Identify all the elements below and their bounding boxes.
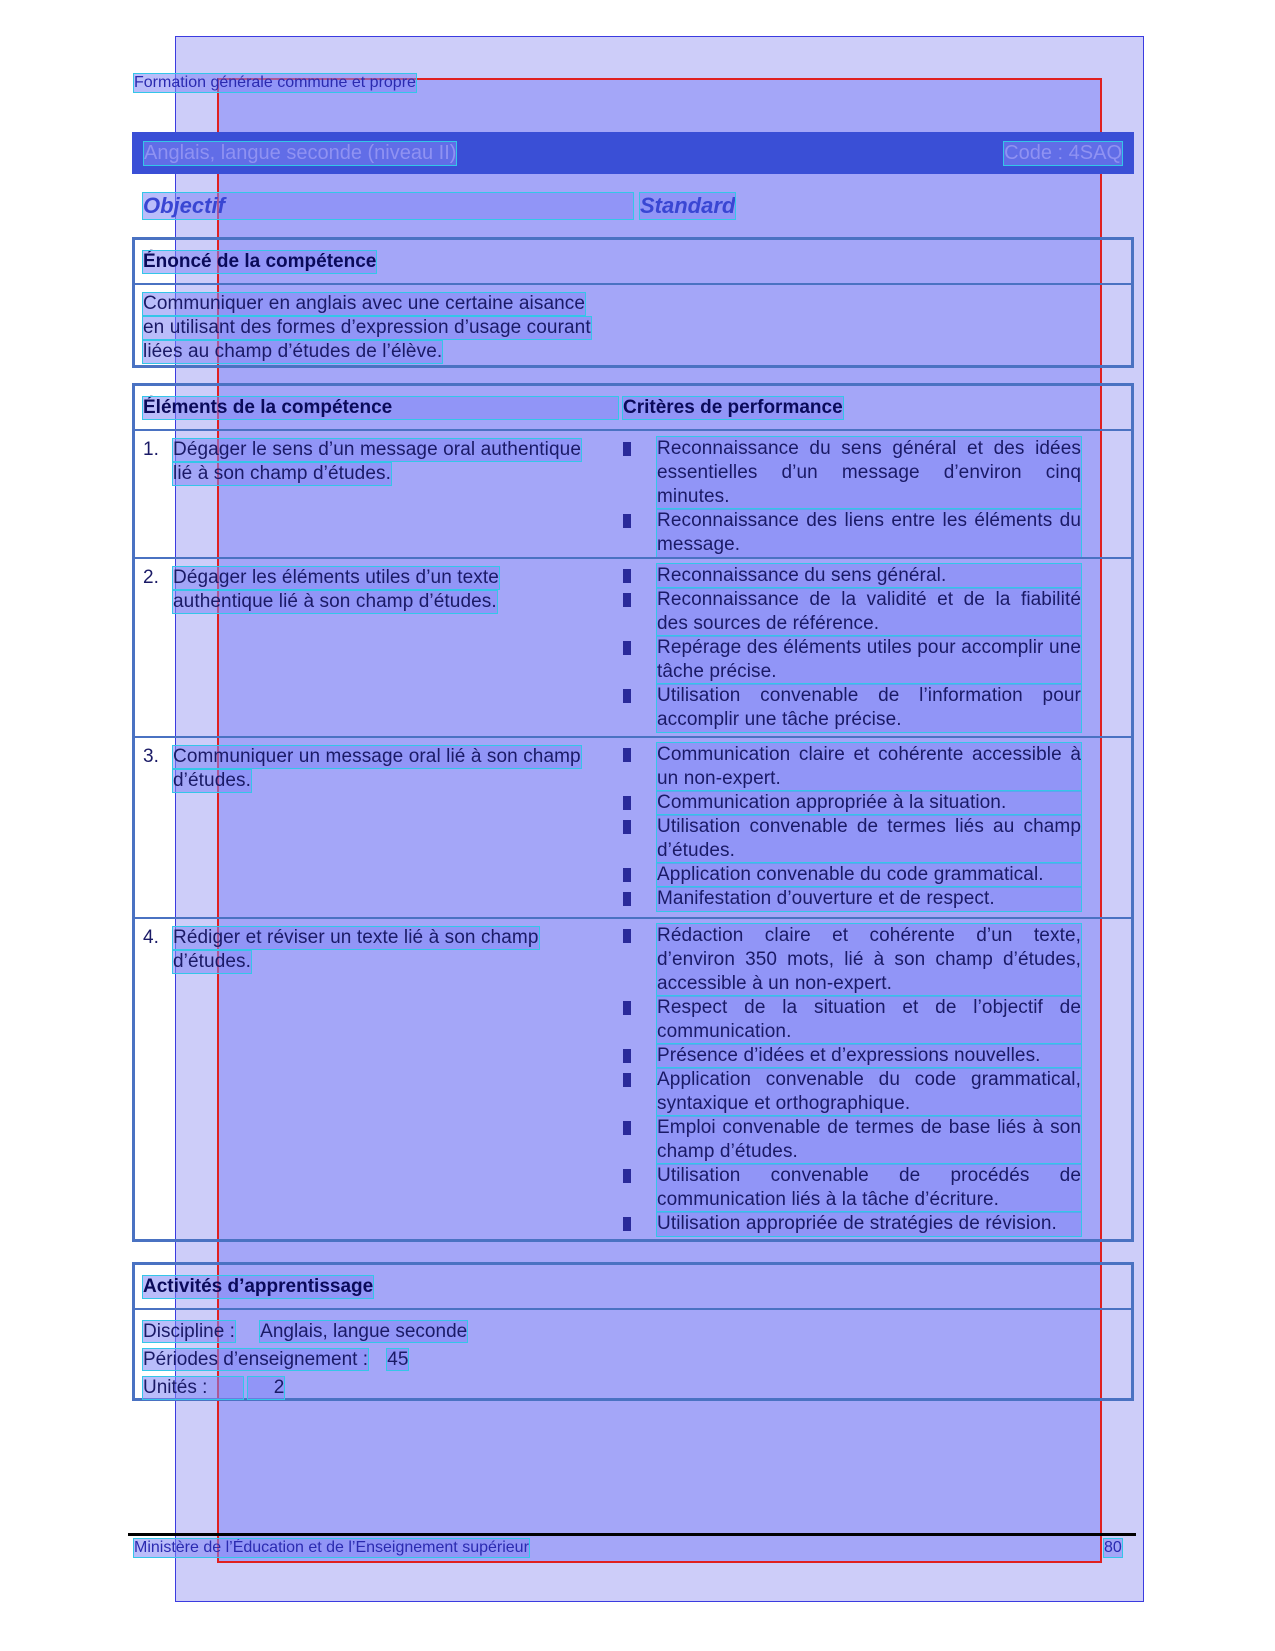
criterion-text: Utilisation convenable de termes liés au champ d’études. <box>657 816 1081 861</box>
bullet-icon <box>623 796 631 810</box>
row-divider <box>135 736 1131 738</box>
page-number: 80 <box>1104 1539 1122 1556</box>
criterion-text: Emploi convenable de termes de base liés à son champ d’études. <box>657 1117 1081 1162</box>
row-divider <box>135 917 1131 919</box>
activities-heading: Activités d’apprentissage <box>143 1276 374 1297</box>
element-text-line: authentique lié à son champ d’études. <box>173 591 497 612</box>
periods-value: 45 <box>387 1349 409 1370</box>
discipline-row <box>143 1321 467 1343</box>
element-text-line: d’études. <box>173 770 252 791</box>
bullet-icon <box>623 1073 631 1087</box>
bullet-icon <box>623 1001 631 1015</box>
criterion-text: Repérage des éléments utiles pour accomplir une tâche précise. <box>657 637 1081 682</box>
element-text-line: Communiquer un message oral lié à son champ <box>173 746 581 767</box>
elements-heading: Éléments de la compétence <box>143 397 618 419</box>
element-number: 1. <box>143 439 160 460</box>
activities-panel <box>132 1262 1134 1401</box>
element-text-line: Dégager les éléments utiles d’un texte <box>173 567 499 588</box>
bullet-icon <box>623 868 631 882</box>
criterion-text: Communication claire et cohérente accessible à un non-expert. <box>657 744 1081 789</box>
bullet-icon <box>623 1121 631 1135</box>
periods-row <box>143 1349 408 1371</box>
criterion-text: Application convenable du code grammatical. <box>657 863 1081 887</box>
units-row <box>143 1377 284 1399</box>
element-number: 2. <box>143 567 160 588</box>
criterion-text: Reconnaissance du sens général et des idées essentielles d’un message d’environ cinq minutes. <box>657 438 1081 507</box>
bullet-icon <box>623 569 631 583</box>
bullet-icon <box>623 892 631 906</box>
element-number: 3. <box>143 746 160 767</box>
course-title-bar <box>132 132 1134 174</box>
criterion-text: Présence d’idées et d’expressions nouvelles. <box>657 1044 1081 1068</box>
criterion-text: Rédaction claire et cohérente d’un texte, d’environ 350 mots, lié à son champ d’études, accessible à un non-expert. <box>657 925 1081 994</box>
elements-panel-header <box>135 386 1131 431</box>
criterion-text: Utilisation appropriée de stratégies de révision. <box>657 1212 1081 1236</box>
bullet-icon <box>623 641 631 655</box>
criterion-text: Respect de la situation et de l’objectif de communication. <box>657 997 1081 1042</box>
criterion-text: Utilisation convenable de procédés de communication liés à la tâche d’écriture. <box>657 1165 1081 1210</box>
criterion-text: Application convenable du code grammatical, syntaxique et orthographique. <box>657 1069 1081 1114</box>
objective-label: Objectif <box>143 193 633 219</box>
criterion-text: Reconnaissance des liens entre les éléments du message. <box>657 510 1081 555</box>
elements-panel <box>132 383 1134 1242</box>
running-header: Formation générale commune et propre <box>134 74 416 91</box>
bullet-icon <box>623 748 631 762</box>
criterion-text: Reconnaissance de la validité et de la fiabilité des sources de référence. <box>657 589 1081 634</box>
bullet-icon <box>623 514 631 528</box>
bullet-icon <box>623 1217 631 1231</box>
element-text-line: lié à son champ d’études. <box>173 463 391 484</box>
bullet-icon <box>623 593 631 607</box>
element-text-line: Dégager le sens d’un message oral authentique <box>173 439 581 460</box>
bullet-icon <box>623 1169 631 1183</box>
course-code: Code : 4SAQ <box>1004 142 1122 164</box>
discipline-value: Anglais, langue seconde <box>260 1321 468 1342</box>
bullet-icon <box>623 820 631 834</box>
criterion-text: Communication appropriée à la situation. <box>657 791 1081 815</box>
bullet-icon <box>623 929 631 943</box>
competence-line-1: Communiquer en anglais avec une certaine aisance <box>143 293 586 314</box>
footer-rule <box>128 1533 1136 1536</box>
element-text-line: d’études. <box>173 951 252 972</box>
units-value: 2 <box>248 1377 284 1399</box>
bullet-icon <box>623 1049 631 1063</box>
competence-panel-header <box>135 240 1131 285</box>
standard-label: Standard <box>640 193 736 218</box>
discipline-label: Discipline : <box>143 1321 235 1342</box>
course-name: Anglais, langue seconde (niveau II) <box>144 142 457 164</box>
footer-ministry: Ministère de l’Éducation et de l’Enseignement supérieur <box>134 1539 529 1556</box>
bullet-icon <box>623 689 631 703</box>
periods-label: Périodes d’enseignement : <box>143 1349 368 1370</box>
criterion-text: Utilisation convenable de l’information pour accomplir une tâche précise. <box>657 685 1081 730</box>
row-divider <box>135 557 1131 559</box>
competence-line-2: en utilisant des formes d’expression d’usage courant <box>143 317 591 338</box>
criterion-text: Manifestation d’ouverture et de respect. <box>657 887 1081 911</box>
element-text-line: Rédiger et réviser un texte lié à son champ <box>173 927 539 948</box>
criteria-heading: Critères de performance <box>623 397 843 418</box>
competence-panel <box>132 237 1134 368</box>
competence-heading: Énoncé de la compétence <box>143 251 377 272</box>
units-label: Unités : <box>143 1377 243 1399</box>
competence-line-3: liées au champ d’études de l’élève. <box>143 341 443 362</box>
element-number: 4. <box>143 927 160 948</box>
bullet-icon <box>623 442 631 456</box>
criterion-text: Reconnaissance du sens général. <box>657 564 1081 588</box>
activities-panel-header <box>135 1265 1131 1310</box>
